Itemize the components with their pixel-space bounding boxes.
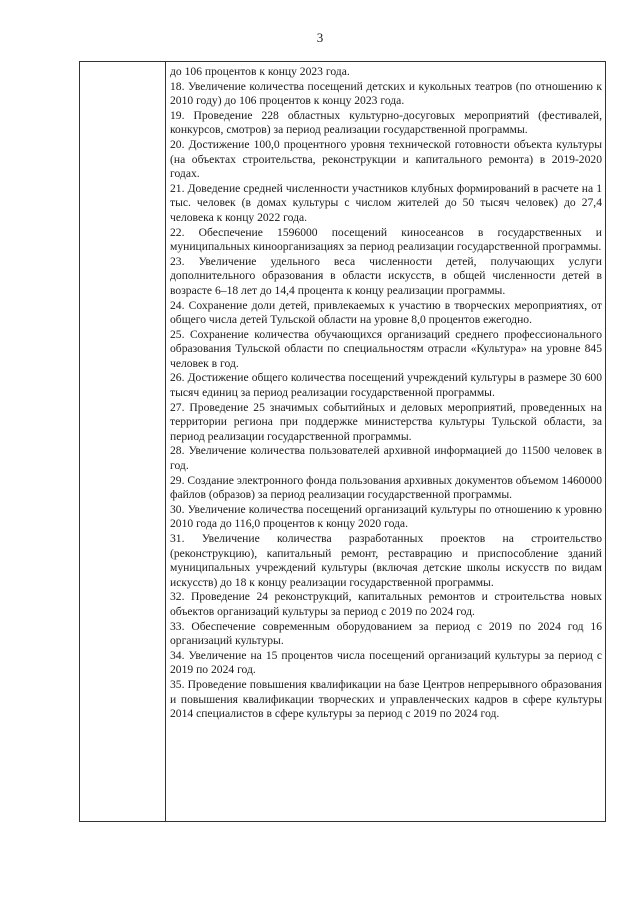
list-item: 28. Увеличение количества пользователей архивной информацией до 11500 человек в год. (170, 444, 602, 473)
list-item: 27. Проведение 25 значимых событийных и деловых мероприятий, проведенных на территории региона при поддержке министерства культуры Тульской области, за период реализации государственной программы. (170, 400, 602, 443)
list-item: 25. Сохранение количества обучающихся организаций среднего профессионального образования Тульской области по специальностям отрасли «Культура» на уровне 845 человек в год. (170, 327, 602, 370)
table-left-column (80, 62, 166, 821)
list-item: 31. Увеличение количества разработанных проектов на строительство (реконструкцию), капитальный ремонт, реставрацию и приспособление зданий муниципальных учреждений культуры (включая детские школы искусств по видам искусств) до 18 к концу реализации государственной программы. (170, 532, 602, 589)
list-item: до 106 процентов к концу 2023 года. (170, 65, 350, 78)
list-item: 34. Увеличение на 15 процентов числа посещений организаций культуры за период с 2019 по 2024 год. (170, 648, 602, 677)
list-item: 19. Проведение 228 областных культурно-досуговых мероприятий (фестивалей, конкурсов, смотров) за период реализации государственной программы. (170, 108, 602, 137)
list-item: 33. Обеспечение современным оборудованием за период с 2019 по 2024 год 16 организаций культуры. (170, 619, 602, 648)
list-item: 29. Создание электронного фонда пользования архивных документов объемом 1460000 файлов (образов) за период реализации государственной программы. (170, 473, 602, 502)
list-item: 20. Достижение 100,0 процентного уровня технической готовности объекта культуры (на объектах строительства, реконструкции и капитального ремонта) в 2019-2020 годах. (170, 137, 602, 181)
list-item: 21. Доведение средней численности участников клубных формирований в расчете на 1 тыс. человек (в домах культуры с числом жителей до 50 тысяч человек) до 27,4 человека к концу 2022 года. (170, 181, 602, 224)
table-right-column (170, 65, 602, 722)
list-item: 23. Увеличение удельного веса численности детей, получающих услуги дополнительного образования в области искусств, в общей численности детей в возрасте 6–18 лет до 14,4 процента к концу реализации программы. (170, 254, 602, 297)
page-number: 3 (316, 30, 324, 45)
list-item: 30. Увеличение количества посещений организаций культуры по отношению к уровню 2010 года до 116,0 процентов к концу 2020 года. (170, 502, 602, 531)
list-item: 26. Достижение общего количества посещений учреждений культуры в размере 30 600 тысяч единиц за период реализации государственной программы. (170, 371, 602, 400)
list-item: 24. Сохранение доли детей, привлекаемых к участию в творческих мероприятиях, от общего числа детей Тульской области на уровне 8,0 процентов ежегодно. (170, 298, 602, 327)
list-item: 18. Увеличение количества посещений детских и кукольных театров (по отношению к 2010 году) до 106 процентов к концу 2023 года. (170, 79, 602, 108)
list-item: 22. Обеспечение 1596000 посещений киносеансов в государственных и муниципальных киноорганизациях за период реализации государственной программы. (170, 225, 602, 254)
list-item: 35. Проведение повышения квалификации на базе Центров непрерывного образования и повышения квалификации творческих и управленческих кадров в сфере культуры 2014 специалистов в сфере культуры за период с 2019 по 2024 год. (170, 677, 602, 721)
document-table (79, 61, 606, 822)
list-item: 32. Проведение 24 реконструкций, капитальных ремонтов и строительства новых объектов организаций культуры за период с 2019 по 2024 год. (170, 590, 602, 618)
